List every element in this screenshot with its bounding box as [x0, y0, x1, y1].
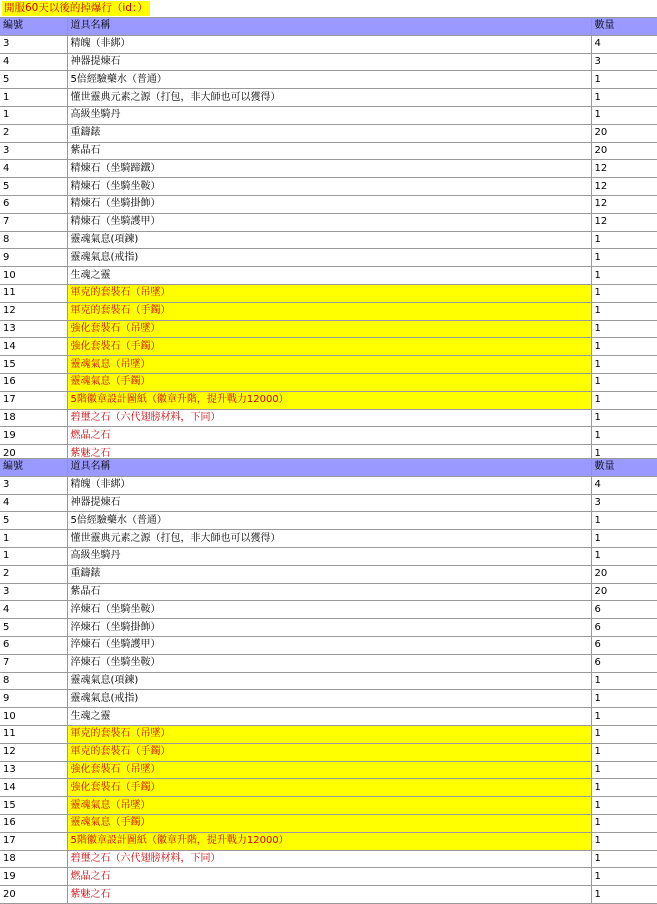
- item-name-cell: 軍克的套裝石（吊墜）: [67, 284, 591, 302]
- item-id-cell: 13: [0, 320, 67, 338]
- table-row: [0, 636, 657, 654]
- table-row: [0, 231, 657, 249]
- item-id-cell: 9: [0, 249, 67, 267]
- table-row: [0, 35, 657, 53]
- item-id-cell: 6: [0, 636, 67, 654]
- item-qty-cell: 1: [591, 356, 657, 374]
- item-name-cell: 燃晶之石: [67, 427, 591, 445]
- table-row: [0, 725, 657, 743]
- item-id-cell: 3: [0, 142, 67, 160]
- table-row: [0, 743, 657, 761]
- table-row: [0, 619, 657, 637]
- item-name-cell: 靈魂氣息(戒指): [67, 249, 591, 267]
- table-row: [0, 708, 657, 726]
- item-id-cell: 18: [0, 850, 67, 868]
- table-body-2: [0, 476, 657, 903]
- table-row: [0, 690, 657, 708]
- item-qty-cell: 1: [591, 868, 657, 886]
- item-qty-cell: 1: [591, 850, 657, 868]
- item-qty-cell: 1: [591, 71, 657, 89]
- item-name-cell: 神器提煉石: [67, 494, 591, 512]
- item-qty-cell: 1: [591, 690, 657, 708]
- table-row: [0, 213, 657, 231]
- item-qty-cell: 1: [591, 832, 657, 850]
- table-row: [0, 267, 657, 285]
- item-qty-cell: 1: [591, 814, 657, 832]
- item-qty-cell: 20: [591, 583, 657, 601]
- item-qty-cell: 1: [591, 797, 657, 815]
- table-row: [0, 142, 657, 160]
- item-name-cell: 高級坐騎丹: [67, 547, 591, 565]
- table-row: [0, 761, 657, 779]
- item-name-cell: 生魂之靈: [67, 708, 591, 726]
- item-qty-cell: 20: [591, 124, 657, 142]
- header-qty: 數量: [591, 18, 657, 36]
- item-qty-cell: 1: [591, 725, 657, 743]
- item-id-cell: 9: [0, 690, 67, 708]
- item-qty-cell: 1: [591, 886, 657, 904]
- table-row: [0, 512, 657, 530]
- table-row: [0, 583, 657, 601]
- table-row: [0, 160, 657, 178]
- item-name-cell: 懂世靈典元素之源（打包，非大師也可以獲得）: [67, 89, 591, 107]
- item-id-cell: 7: [0, 654, 67, 672]
- item-name-cell: 軍克的套裝石（吊墜）: [67, 725, 591, 743]
- item-name-cell: 紫魅之石: [67, 886, 591, 904]
- header-id: 編號: [0, 459, 67, 477]
- item-name-cell: 重鑄錶: [67, 565, 591, 583]
- item-id-cell: 4: [0, 601, 67, 619]
- item-name-cell: 強化套裝石（手鐲）: [67, 779, 591, 797]
- item-qty-cell: 1: [591, 708, 657, 726]
- item-qty-cell: 1: [591, 530, 657, 548]
- table-row: [0, 178, 657, 196]
- item-id-cell: 5: [0, 71, 67, 89]
- drop-table-1: [0, 17, 657, 463]
- table-row: [0, 89, 657, 107]
- item-name-cell: 靈魂氣息(項鍊): [67, 672, 591, 690]
- page-title: 開服60天以後的掉爆行（id：）: [4, 2, 148, 14]
- item-id-cell: 16: [0, 373, 67, 391]
- item-name-cell: 精煉石（坐騎掛飾）: [67, 195, 591, 213]
- item-id-cell: 7: [0, 213, 67, 231]
- table-header-row: [0, 18, 657, 36]
- item-id-cell: 20: [0, 445, 67, 463]
- item-name-cell: 精煉石（坐騎坐鞍）: [67, 178, 591, 196]
- item-id-cell: 13: [0, 761, 67, 779]
- item-name-cell: 5倍經驗藥水（普通）: [67, 512, 591, 530]
- item-qty-cell: 1: [591, 445, 657, 463]
- item-name-cell: 紫晶石: [67, 583, 591, 601]
- item-name-cell: 淬煉石（坐騎護甲）: [67, 636, 591, 654]
- table-row: [0, 391, 657, 409]
- item-qty-cell: 1: [591, 249, 657, 267]
- item-id-cell: 18: [0, 409, 67, 427]
- table-row: [0, 886, 657, 904]
- item-qty-cell: 1: [591, 373, 657, 391]
- item-qty-cell: 6: [591, 654, 657, 672]
- item-id-cell: 8: [0, 672, 67, 690]
- item-id-cell: 12: [0, 743, 67, 761]
- item-id-cell: 1: [0, 89, 67, 107]
- table-row: [0, 106, 657, 124]
- item-name-cell: 碧璽之石（六代翅膀材料，下同）: [67, 850, 591, 868]
- table-row: [0, 320, 657, 338]
- item-qty-cell: 1: [591, 547, 657, 565]
- item-id-cell: 1: [0, 106, 67, 124]
- item-qty-cell: 1: [591, 672, 657, 690]
- item-name-cell: 碧璽之石（六代翅膀材料，下同）: [67, 409, 591, 427]
- item-qty-cell: 1: [591, 231, 657, 249]
- item-name-cell: 精煉石（坐騎護甲）: [67, 213, 591, 231]
- item-name-cell: 重鑄錶: [67, 124, 591, 142]
- item-id-cell: 14: [0, 338, 67, 356]
- item-name-cell: 靈魂氣息（手鐲）: [67, 373, 591, 391]
- item-name-cell: 靈魂氣息(戒指): [67, 690, 591, 708]
- table-row: [0, 797, 657, 815]
- item-qty-cell: 6: [591, 636, 657, 654]
- table-row: [0, 654, 657, 672]
- item-qty-cell: 12: [591, 195, 657, 213]
- table-row: [0, 409, 657, 427]
- item-name-cell: 精魄（非綁）: [67, 476, 591, 494]
- item-name-cell: 靈魂氣息（手鐲）: [67, 814, 591, 832]
- item-id-cell: 19: [0, 427, 67, 445]
- table-body-1: [0, 35, 657, 462]
- table-row: [0, 476, 657, 494]
- table-header-row: [0, 459, 657, 477]
- item-name-cell: 強化套裝石（吊墜）: [67, 320, 591, 338]
- item-name-cell: 紫魅之石: [67, 445, 591, 463]
- item-name-cell: 5階徽章設計圖紙（徽章升階，提升戰力12000）: [67, 391, 591, 409]
- item-name-cell: 淬煉石（坐騎坐鞍）: [67, 654, 591, 672]
- item-id-cell: 4: [0, 53, 67, 71]
- item-name-cell: 精魄（非綁）: [67, 35, 591, 53]
- item-id-cell: 17: [0, 832, 67, 850]
- item-name-cell: 靈魂氣息（吊墜）: [67, 356, 591, 374]
- item-id-cell: 10: [0, 267, 67, 285]
- item-id-cell: 4: [0, 494, 67, 512]
- item-id-cell: 1: [0, 530, 67, 548]
- item-qty-cell: 1: [591, 761, 657, 779]
- table-row: [0, 672, 657, 690]
- item-id-cell: 20: [0, 886, 67, 904]
- item-id-cell: 5: [0, 178, 67, 196]
- item-qty-cell: 1: [591, 89, 657, 107]
- item-id-cell: 3: [0, 35, 67, 53]
- table-row: [0, 195, 657, 213]
- item-name-cell: 高級坐騎丹: [67, 106, 591, 124]
- table-row: [0, 302, 657, 320]
- item-id-cell: 3: [0, 583, 67, 601]
- item-qty-cell: 1: [591, 779, 657, 797]
- item-qty-cell: 1: [591, 302, 657, 320]
- header-qty: 數量: [591, 459, 657, 477]
- item-id-cell: 19: [0, 868, 67, 886]
- item-name-cell: 紫晶石: [67, 142, 591, 160]
- item-id-cell: 2: [0, 124, 67, 142]
- table-row: [0, 832, 657, 850]
- table-row: [0, 779, 657, 797]
- header-name: 道具名稱: [67, 459, 591, 477]
- table-row: [0, 71, 657, 89]
- table-row: [0, 565, 657, 583]
- table-row: [0, 494, 657, 512]
- item-name-cell: 靈魂氣息（吊墜）: [67, 797, 591, 815]
- table-row: [0, 530, 657, 548]
- item-qty-cell: 12: [591, 213, 657, 231]
- header-name: 道具名稱: [67, 18, 591, 36]
- item-qty-cell: 1: [591, 391, 657, 409]
- table-row: [0, 338, 657, 356]
- item-id-cell: 14: [0, 779, 67, 797]
- item-qty-cell: 3: [591, 53, 657, 71]
- table-row: [0, 547, 657, 565]
- item-qty-cell: 1: [591, 427, 657, 445]
- item-id-cell: 16: [0, 814, 67, 832]
- item-qty-cell: 20: [591, 565, 657, 583]
- item-qty-cell: 20: [591, 142, 657, 160]
- item-id-cell: 11: [0, 284, 67, 302]
- item-qty-cell: 6: [591, 601, 657, 619]
- table-row: [0, 868, 657, 886]
- table-row: [0, 124, 657, 142]
- item-id-cell: 10: [0, 708, 67, 726]
- item-name-cell: 神器提煉石: [67, 53, 591, 71]
- item-id-cell: 5: [0, 619, 67, 637]
- item-name-cell: 生魂之靈: [67, 267, 591, 285]
- item-name-cell: 軍克的套裝石（手鐲）: [67, 302, 591, 320]
- table-row: [0, 850, 657, 868]
- table-row: [0, 356, 657, 374]
- table-row: [0, 814, 657, 832]
- item-id-cell: 5: [0, 512, 67, 530]
- item-id-cell: 15: [0, 797, 67, 815]
- item-name-cell: 懂世靈典元素之源（打包，非大師也可以獲得）: [67, 530, 591, 548]
- item-name-cell: 淬煉石（坐騎掛飾）: [67, 619, 591, 637]
- item-name-cell: 強化套裝石（吊墜）: [67, 761, 591, 779]
- table-row: [0, 284, 657, 302]
- item-name-cell: 燃晶之石: [67, 868, 591, 886]
- item-name-cell: 淬煉石（坐騎坐鞍）: [67, 601, 591, 619]
- table-row: [0, 373, 657, 391]
- item-name-cell: 5倍經驗藥水（普通）: [67, 71, 591, 89]
- item-name-cell: 靈魂氣息(項鍊): [67, 231, 591, 249]
- drop-table-2: [0, 458, 657, 904]
- item-qty-cell: 1: [591, 267, 657, 285]
- item-name-cell: 5階徽章設計圖紙（徽章升階，提升戰力12000）: [67, 832, 591, 850]
- item-id-cell: 6: [0, 195, 67, 213]
- item-id-cell: 17: [0, 391, 67, 409]
- item-qty-cell: 12: [591, 178, 657, 196]
- item-qty-cell: 1: [591, 512, 657, 530]
- item-id-cell: 12: [0, 302, 67, 320]
- item-qty-cell: 12: [591, 160, 657, 178]
- table-row: [0, 427, 657, 445]
- item-name-cell: 精煉石（坐騎蹄鐵）: [67, 160, 591, 178]
- item-id-cell: 3: [0, 476, 67, 494]
- item-id-cell: 4: [0, 160, 67, 178]
- item-qty-cell: 6: [591, 619, 657, 637]
- item-id-cell: 2: [0, 565, 67, 583]
- item-id-cell: 11: [0, 725, 67, 743]
- header-id: 編號: [0, 18, 67, 36]
- item-qty-cell: 1: [591, 743, 657, 761]
- item-id-cell: 1: [0, 547, 67, 565]
- table-row: [0, 249, 657, 267]
- item-qty-cell: 4: [591, 476, 657, 494]
- item-name-cell: 軍克的套裝石（手鐲）: [67, 743, 591, 761]
- item-qty-cell: 3: [591, 494, 657, 512]
- item-qty-cell: 1: [591, 284, 657, 302]
- item-qty-cell: 1: [591, 338, 657, 356]
- item-qty-cell: 1: [591, 320, 657, 338]
- table-row: [0, 601, 657, 619]
- item-id-cell: 15: [0, 356, 67, 374]
- item-qty-cell: 1: [591, 106, 657, 124]
- item-qty-cell: 4: [591, 35, 657, 53]
- table-row: [0, 53, 657, 71]
- item-qty-cell: 1: [591, 409, 657, 427]
- item-name-cell: 強化套裝石（手鐲）: [67, 338, 591, 356]
- item-id-cell: 8: [0, 231, 67, 249]
